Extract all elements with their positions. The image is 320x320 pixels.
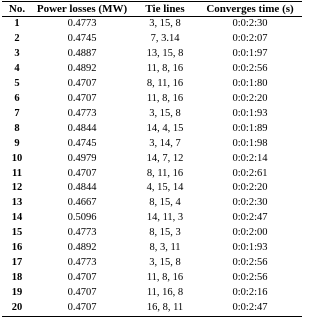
cell-no: 12 (11, 182, 23, 194)
header-row (2, 2, 302, 17)
cell-no: 16 (11, 242, 23, 254)
cell-tie-lines: 8, 15, 3 (149, 227, 181, 239)
cell-power-losses: 0.4707 (67, 92, 97, 104)
cell-power-losses: 0.4844 (67, 182, 97, 194)
cell-no: 11 (12, 167, 22, 179)
table-row (2, 211, 302, 226)
table-row (2, 62, 302, 77)
cell-no: 6 (14, 92, 20, 104)
cell-no: 15 (11, 227, 23, 239)
cell-converges-time: 0:0:2:16 (232, 287, 268, 299)
cell-converges-time: 0:0:2:14 (232, 152, 268, 164)
cell-tie-lines: 11, 8, 16 (146, 272, 184, 284)
cell-converges-time: 0:0:2:56 (232, 62, 268, 74)
cell-power-losses: 0.4773 (67, 257, 97, 269)
cell-tie-lines: 11, 8, 16 (146, 92, 184, 104)
header-tie-lines: Tie lines (132, 2, 198, 17)
cell-power-losses: 0.4707 (67, 272, 97, 284)
cell-converges-time: 0:0:2:20 (232, 92, 268, 104)
cell-converges-time: 0:0:2:47 (198, 301, 302, 316)
cell-converges-time: 0:0:2:07 (232, 32, 268, 44)
table-row (2, 226, 302, 241)
cell-no: 4 (14, 62, 20, 74)
table-header (2, 2, 302, 17)
cell-converges-time: 0:0:1:98 (232, 137, 268, 149)
table-row (2, 286, 302, 301)
cell-converges-time: 0:0:2:61 (232, 167, 268, 179)
cell-converges-time: 0:0:1:80 (232, 77, 268, 89)
cell-tie-lines: 13, 15, 8 (146, 47, 184, 59)
table-row (2, 47, 302, 62)
table-row (2, 77, 302, 92)
table-body (2, 17, 302, 317)
cell-converges-time: 0:0:2:56 (232, 257, 268, 269)
cell-power-losses: 0.4773 (67, 18, 97, 29)
cell-tie-lines: 14, 11, 3 (146, 212, 184, 224)
table-row (2, 241, 302, 256)
table-row (2, 181, 302, 196)
cell-no: 14 (11, 212, 23, 224)
cell-tie-lines: 8, 11, 16 (146, 167, 184, 179)
cell-tie-lines: 3, 14, 7 (149, 137, 181, 149)
table-row (2, 301, 302, 316)
table-row (2, 271, 302, 286)
cell-no: 17 (11, 257, 23, 269)
cell-tie-lines: 16, 8, 11 (132, 301, 198, 316)
table-row (2, 122, 302, 137)
cell-power-losses: 0.4979 (67, 152, 97, 164)
cell-power-losses: 0.4887 (67, 47, 97, 59)
table-row (2, 137, 302, 152)
cell-no: 5 (14, 77, 20, 89)
results-table-container (2, 1, 302, 317)
table-row (2, 17, 302, 32)
cell-tie-lines: 14, 4, 15 (146, 122, 184, 134)
cell-tie-lines: 8, 11, 16 (146, 77, 184, 89)
results-table (2, 1, 302, 317)
cell-power-losses: 0.4892 (67, 242, 97, 254)
cell-no: 2 (14, 32, 20, 44)
cell-converges-time: 0:0:2:56 (232, 272, 268, 284)
table-row (2, 92, 302, 107)
cell-power-losses: 0.4773 (67, 227, 97, 239)
header-converges-time: Converges time (s) (198, 2, 302, 17)
cell-power-losses: 0.4844 (67, 122, 97, 134)
cell-power-losses: 0.4707 (67, 167, 97, 179)
cell-tie-lines: 3, 15, 8 (149, 107, 181, 119)
cell-no: 8 (14, 122, 20, 134)
cell-power-losses: 0.5096 (67, 212, 97, 224)
cell-converges-time: 0:0:1:89 (232, 122, 268, 134)
cell-no: 3 (14, 47, 20, 59)
cell-converges-time: 0:0:2:30 (232, 197, 268, 209)
cell-tie-lines: 3, 15, 8 (149, 18, 181, 29)
cell-converges-time: 0:0:1:97 (232, 47, 268, 59)
cell-converges-time: 0:0:2:20 (232, 182, 268, 194)
cell-tie-lines: 8, 15, 4 (149, 197, 181, 209)
cell-no: 19 (11, 287, 23, 299)
table-row (2, 196, 302, 211)
cell-converges-time: 0:0:2:00 (232, 227, 268, 239)
cell-no: 7 (14, 107, 20, 119)
cell-no: 13 (11, 197, 23, 209)
header-no: No. (2, 2, 32, 17)
cell-tie-lines: 7, 3.14 (150, 32, 180, 44)
cell-no: 20 (2, 301, 32, 316)
cell-power-losses: 0.4707 (67, 77, 97, 89)
cell-no: 9 (14, 137, 20, 149)
table-row (2, 167, 302, 182)
cell-converges-time: 0:0:1:93 (232, 242, 268, 254)
cell-power-losses: 0.4745 (67, 137, 97, 149)
cell-tie-lines: 11, 16, 8 (146, 287, 184, 299)
cell-power-losses: 0.4707 (32, 301, 132, 316)
cell-no: 1 (14, 18, 20, 29)
cell-power-losses: 0.4745 (67, 32, 97, 44)
table-row (2, 107, 302, 122)
header-power-losses: Power losses (MW) (32, 2, 132, 17)
cell-converges-time: 0:0:2:30 (232, 18, 268, 29)
table-row (2, 152, 302, 167)
cell-tie-lines: 8, 3, 11 (149, 242, 181, 254)
cell-tie-lines: 11, 8, 16 (146, 62, 184, 74)
cell-power-losses: 0.4892 (67, 62, 97, 74)
cell-tie-lines: 3, 15, 8 (149, 257, 181, 269)
cell-power-losses: 0.4667 (67, 197, 97, 209)
table-row (2, 32, 302, 47)
cell-tie-lines: 4, 15, 14 (146, 182, 184, 194)
cell-no: 18 (11, 272, 23, 284)
cell-power-losses: 0.4773 (67, 107, 97, 119)
cell-converges-time: 0:0:2:47 (232, 212, 268, 224)
cell-power-losses: 0.4707 (67, 287, 97, 299)
cell-converges-time: 0:0:1:93 (232, 107, 268, 119)
cell-no: 10 (11, 152, 23, 164)
table-row (2, 256, 302, 271)
cell-tie-lines: 14, 7, 12 (146, 152, 184, 164)
